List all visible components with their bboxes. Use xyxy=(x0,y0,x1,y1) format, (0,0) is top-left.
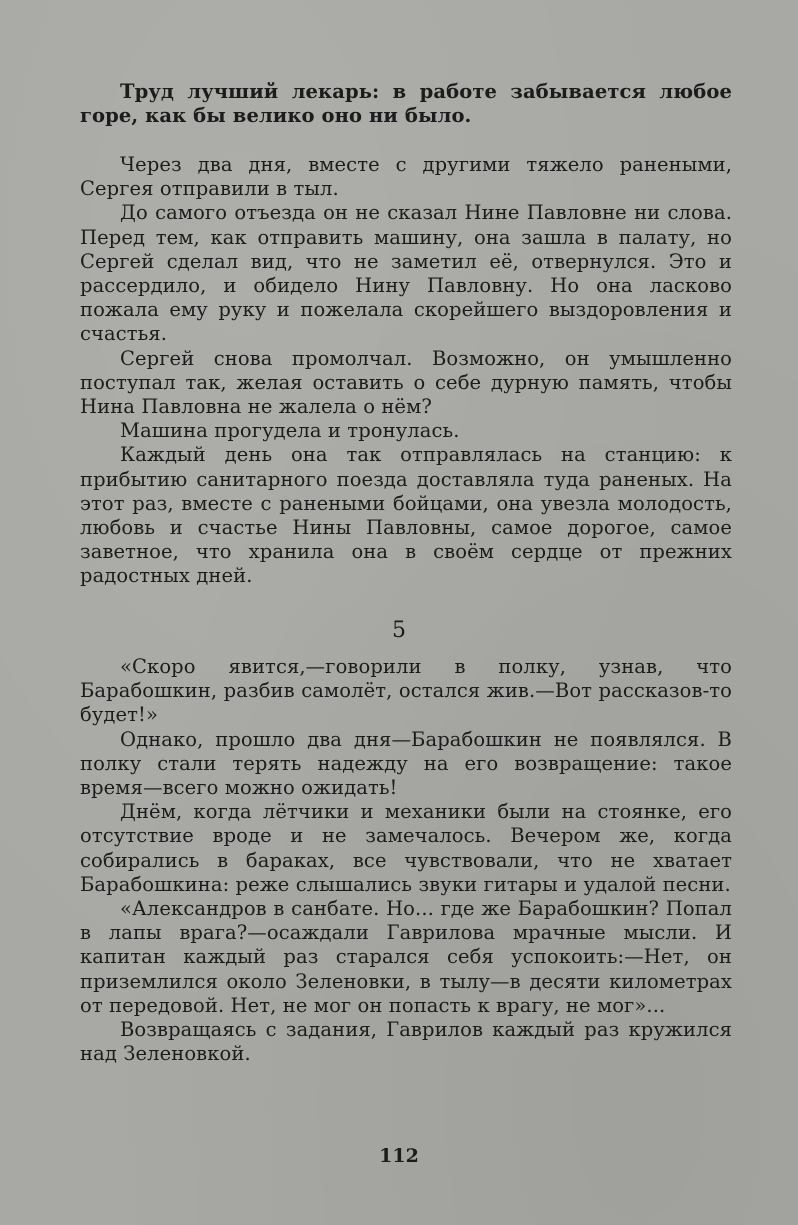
paragraph: Машина прогудела и тронулась. xyxy=(120,419,460,443)
section-number: 5 xyxy=(392,618,406,643)
paragraph: «Александров в санбате. Но... где же Барабошкин? Попал в лапы врага?—осаждали Гаврилова мрачные мысли. И капитан каждый раз старался себя успокоить:—Нет, он приземлился около Зеленовки, в тылу—в десяти километрах от передовой. Нет, не мог он попасть к врагу, не мог»... xyxy=(80,897,732,1017)
paragraph: «Скоро явится,—говорили в полку, узнав, что Барабошкин, разбив самолёт, остался жив.—Вот рассказов-то будет!» xyxy=(80,655,732,727)
opening-text-block xyxy=(80,80,732,128)
paragraph: Возвращаясь с задания, Гаврилов каждый раз кружился над Зеленовкой. xyxy=(80,1018,732,1066)
paragraph: До самого отъезда он не сказал Нине Павловне ни слова. Перед тем, как отправить машину, она зашла в палату, но Сергей сделал вид, что не заметил её, отвернулся. Это и рассердило, и обидело Нину Павловну. Но она ласково пожала ему руку и пожелала скорейшего выздоровления и счастья. xyxy=(80,201,732,346)
paragraph: Каждый день она так отправлялась на станцию: к прибытию санитарного поезда доставляла туда раненых. На этот раз, вместе с ранеными бойцами, она увезла молодость, любовь и счастье Нины Павловны, самое дорогое, самое заветное, что хранила она в своём сердце от прежних радостных дней. xyxy=(80,443,732,588)
page-number: 112 xyxy=(379,1145,419,1167)
paragraph: Через два дня, вместе с другими тяжело ранеными, Сергея отправили в тыл. xyxy=(80,153,732,201)
paragraph: Сергей снова промолчал. Возможно, он умышленно поступал так, желая оставить о себе дурную память, чтобы Нина Павловна не жалела о нём? xyxy=(80,346,732,419)
paragraph: Однако, прошло два дня—Барабошкин не появлялся. В полку стали терять надежду на его возвращение: такое время—всего можно ожидать! xyxy=(80,727,732,800)
chapter-text-part-1 xyxy=(80,153,732,589)
chapter-text-part-2 xyxy=(80,655,732,1066)
paragraph: Днём, когда лётчики и механики были на стоянке, его отсутствие вроде и не замечалось. Вечером же, когда собирались в бараках, все чувствовали, что не хватает Барабошкина: реже слышались звуки гитары и удалой песни. xyxy=(80,800,732,896)
opening-paragraph: Труд лучший лекарь: в работе забывается любое горе, как бы велико оно ни было. xyxy=(80,80,732,128)
